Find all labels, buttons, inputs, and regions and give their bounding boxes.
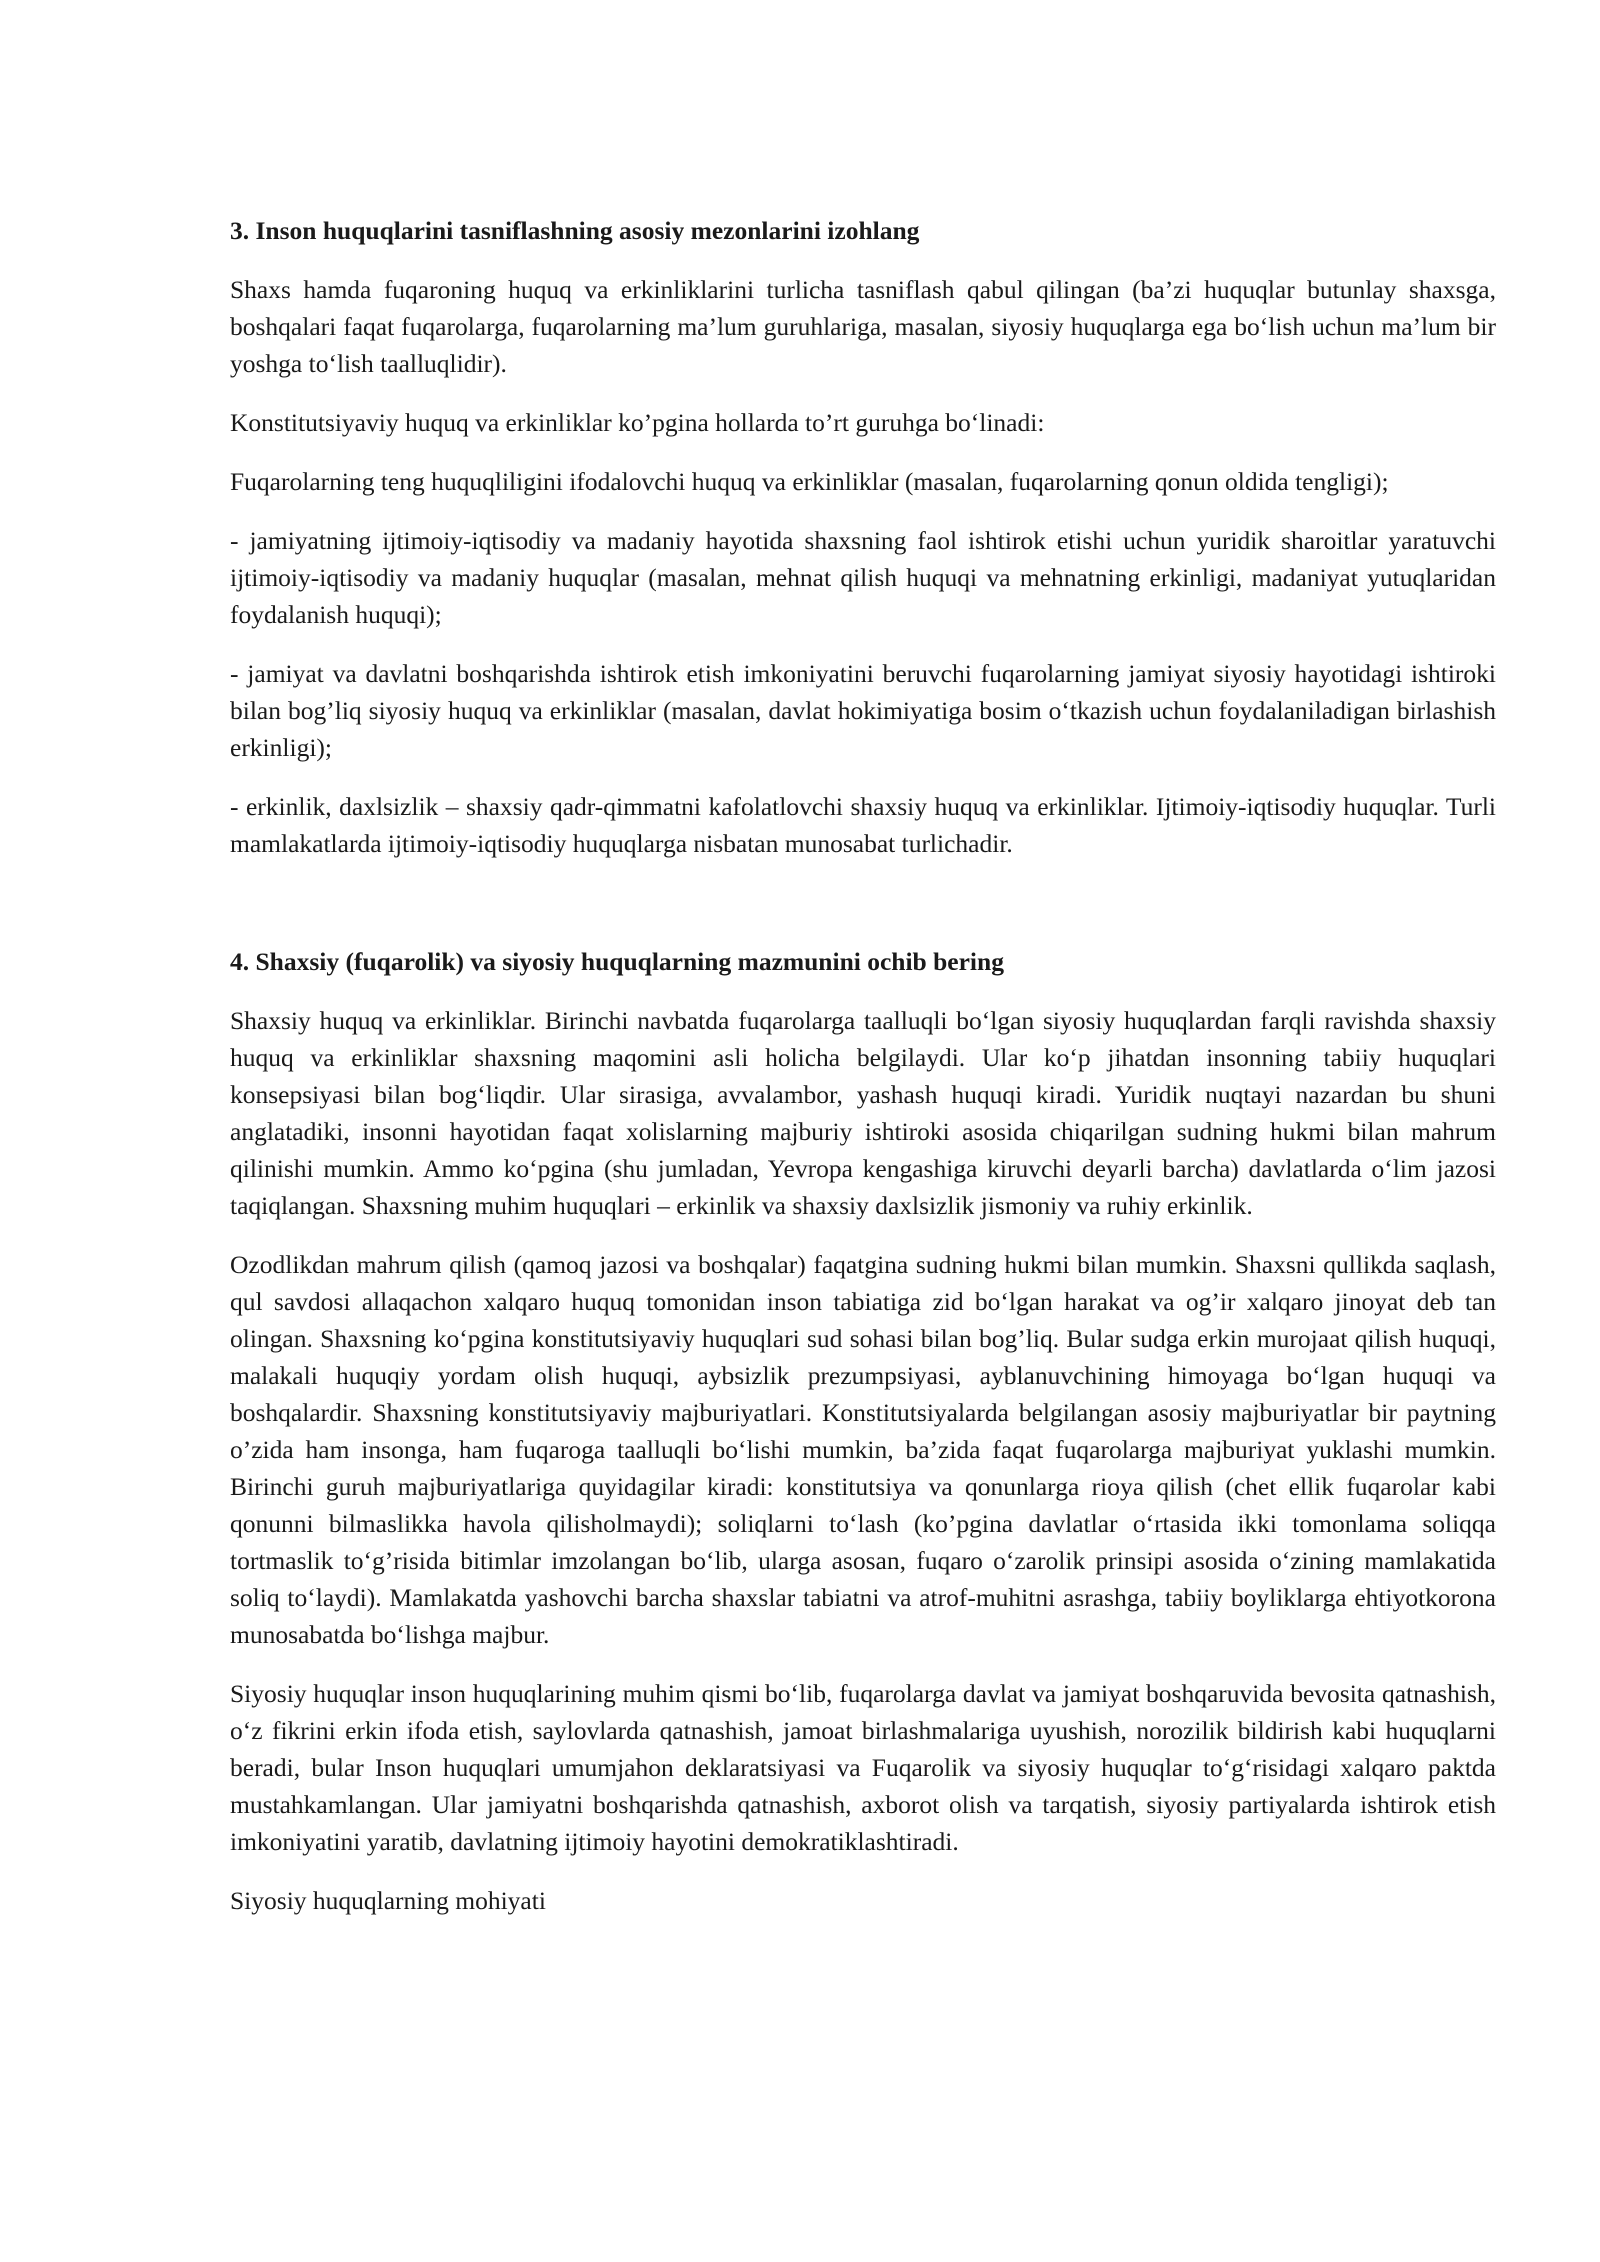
section-4-paragraph: Ozodlikdan mahrum qilish (qamoq jazosi va boshqalar) faqatgina sudning hukmi bilan mumkin. Shaxsni qullikda saqlash, qul savdosi allaqachon xalqaro huquq tomonidan inson tabiatiga zid bo‘lgan harakat va og’ir xalqaro jinoyat deb tan olingan. Shaxsning ko‘pgina konstitutsiyaviy huquqlari sud sohasi bilan bog’liq. Bular sudga erkin murojaat qilish huquqi, malakali huquqiy yordam olish huquqi, aybsizlik prezumpsiyasi, ayblanuvchining himoyaga bo‘lgan huquqi va boshqalardir. Shaxsning konstitutsiyaviy majburiyatlari. Konstitutsiyalarda belgilangan asosiy majburiyatlar bir paytning o’zida ham insonga, ham fuqaroga taalluqli bo‘lishi mumkin, ba’zida faqat fuqarolarga majburiyat yuklashi mumkin. Birinchi guruh majburiyatlariga quyidagilar kiradi: konstitutsiya va qonunlarga rioya qilish (chet ellik fuqarolar kabi qonunni bilmaslikka havola qilisholmaydi); soliqlarni to‘lash (ko’pgina davlatlar o‘rtasida ikki tomonlama soliqqa tortmaslik to‘g’risida bitimlar imzolangan bo‘lib, ularga asosan, fuqaro o‘zarolik prinsipi asosida o‘zining mamlakatida soliq to‘laydi). Mamlakatda yashovchi barcha shaxslar tabiatni va atrof-muhitni asrashga, tabiiy boyliklarga ehtiyotkorona munosabatda bo‘lishga majbur. [230,1250,1496,1649]
section-3-heading: 3. Inson huquqlarini tasniflashning asosiy mezonlarini izohlang [230,216,920,245]
section-4-heading: 4. Shaxsiy (fuqarolik) va siyosiy huquqlarning mazmunini ochib bering [230,947,1004,976]
section-3-list-item: - jamiyatning ijtimoiy-iqtisodiy va madaniy hayotida shaxsning faol ishtirok etishi uchun yuridik sharoitlar yaratuvchi ijtimoiy-iqtisodiy va madaniy huquqlar (masalan, mehnat qilish huquqi va mehnatning erkinligi, madaniyat yutuqlaridan foydalanish huquqi); [230,526,1496,629]
section-3-list-item: - erkinlik, daxlsizlik – shaxsiy qadr-qimmatni kafolatlovchi shaxsiy huquq va erkinliklar. Ijtimoiy-iqtisodiy huquqlar. Turli mamlakatlarda ijtimoiy-iqtisodiy huquqlarga nisbatan munosabat turlichadir. [230,792,1496,858]
section-3-paragraph: Fuqarolarning teng huquqliligini ifodalovchi huquq va erkinliklar (masalan, fuqarolarning qonun oldida tengligi); [230,467,1389,496]
section-4-paragraph: Shaxsiy huquq va erkinliklar. Birinchi navbatda fuqarolarga taalluqli bo‘lgan siyosiy huquqlardan farqli ravishda shaxsiy huquq va erkinliklar shaxsning maqomini asli holicha belgilaydi. Ular ko‘p jihatdan insonning tabiiy huquqlari konsepsiyasi bilan bog‘liqdir. Ular sirasiga, avvalambor, yashash huquqi kiradi. Yuridik nuqtayi nazardan bu shuni anglatadiki, insonni hayotidan faqat xolislarning majburiy ishtiroki asosida chiqarilgan sudning hukmi bilan mahrum qilinishi mumkin. Ammo ko‘pgina (shu jumladan, Yevropa kengashiga kiruvchi deyarli barcha) davlatlarda o‘lim jazosi taqiqlangan. Shaxsning muhim huquqlari – erkinlik va shaxsiy daxlsizlik jismoniy va ruhiy erkinlik. [230,1006,1496,1220]
section-4-paragraph: Siyosiy huquqlar inson huquqlarining muhim qismi bo‘lib, fuqarolarga davlat va jamiyat boshqaruvida bevosita qatnashish, o‘z fikrini erkin ifoda etish, saylovlarda qatnashish, jamoat birlashmalariga uyushish, norozilik bildirish kabi huquqlarni beradi, bular Inson huquqlari umumjahon deklaratsiyasi va Fuqarolik va siyosiy huquqlar to‘g‘risidagi xalqaro paktda mustahkamlangan. Ular jamiyatni boshqarishda qatnashish, axborot olish va tarqatish, siyosiy partiyalarda ishtirok etish imkoniyatini yaratib, davlatning ijtimoiy hayotini demokratiklashtiradi. [230,1679,1496,1856]
document-page [230,212,1496,1941]
section-3-list-item: - jamiyat va davlatni boshqarishda ishtirok etish imkoniyatini beruvchi fuqarolarning jamiyat siyosiy hayotidagi ishtiroki bilan bog’liq siyosiy huquq va erkinliklar (masalan, davlat hokimiyatiga bosim o‘tkazish uchun foydalaniladigan birlashish erkinligi); [230,659,1496,762]
section-spacer [230,884,1496,943]
section-3-paragraph: Shaxs hamda fuqaroning huquq va erkinliklarini turlicha tasniflash qabul qilingan (ba’zi huquqlar butunlay shaxsga, boshqalari faqat fuqarolarga, fuqarolarning ma’lum guruhlariga, masalan, siyosiy huquqlarga ega bo‘lish uchun ma’lum bir yoshga to‘lish taalluqlidir). [230,275,1496,378]
section-3-paragraph: Konstitutsiyaviy huquq va erkinliklar ko’pgina hollarda to’rt guruhga bo‘linadi: [230,408,1045,437]
section-4-paragraph: Siyosiy huquqlarning mohiyati [230,1886,546,1915]
